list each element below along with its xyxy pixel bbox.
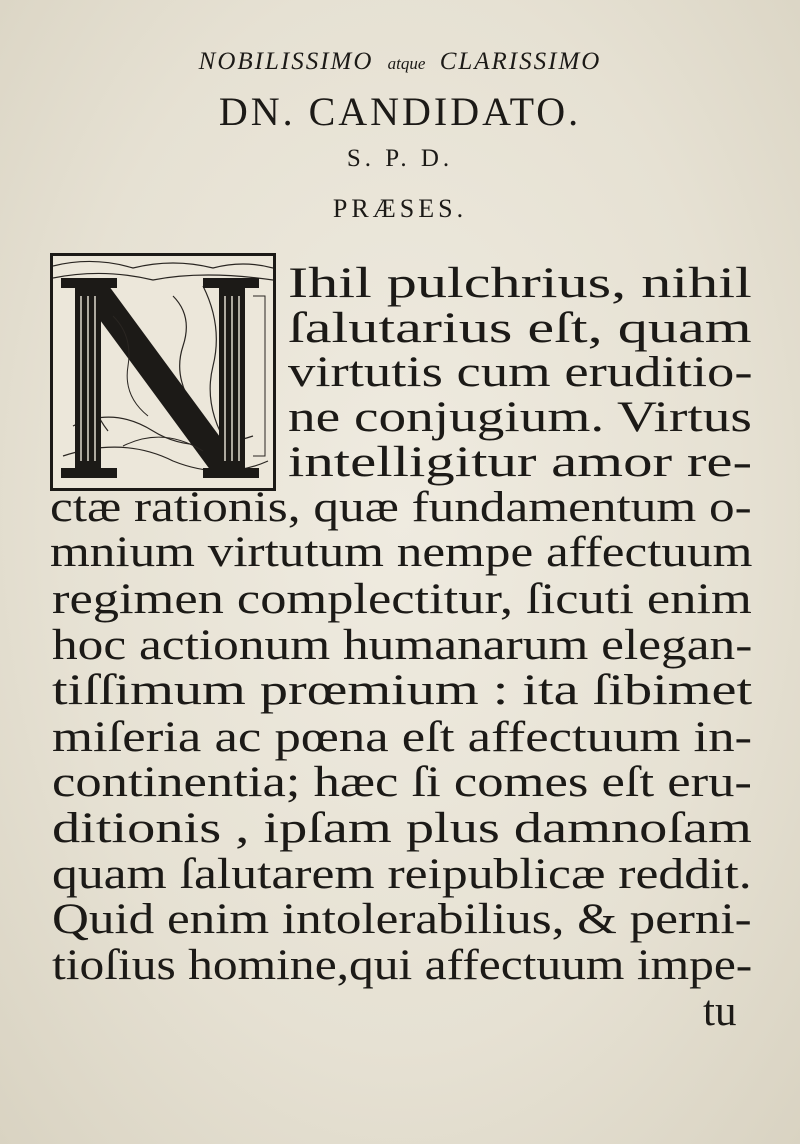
text-line-9: hoc actionum humanarum elegan- (52, 622, 753, 669)
text-line-7: mnium virtutum nempe affectuum (50, 529, 753, 576)
initial-n-illustration (53, 256, 273, 488)
text-line-12: continentia; hæc ſi comes eſt eru- (52, 759, 752, 806)
text-line-14: quam ſalutarem reipublicæ reddit. (52, 851, 752, 898)
text-line-6: ctæ rationis, quæ fundamentum o- (50, 484, 752, 531)
catchword: tu (703, 988, 737, 1035)
decorated-initial-n (50, 253, 276, 491)
dedication-word-1: NOBILISSIMO (198, 48, 374, 75)
text-line-15: Quid enim intolerabilius, & perni- (52, 896, 752, 943)
praeses-heading: PRÆSES. (332, 194, 468, 223)
text-line-2: ſalutarius eſt, quam (288, 305, 752, 352)
dedication-word-2: atque (387, 54, 426, 73)
text-line-1: Ihil pulchrius, nihil (288, 260, 752, 307)
text-line-8: regimen complectitur, ſicuti enim (52, 576, 752, 623)
salutation: S. P. D. (346, 145, 454, 172)
text-line-3: virtutis cum eruditio- (288, 349, 753, 396)
text-line-10: tiſſimum prœmium : ita ſibimet (52, 667, 753, 714)
text-line-5: intelligitur amor re- (288, 439, 753, 486)
dedication-heading (0, 48, 800, 76)
dedication-word-3: CLARISSIMO (439, 48, 602, 75)
text-line-13: ditionis , ipſam plus damnoſam (52, 805, 752, 852)
dedicatee-name: DN. CANDIDATO. (218, 89, 582, 134)
text-line-4: ne conjugium. Virtus (288, 394, 752, 441)
text-line-11: miſeria ac pœna eſt affectuum in- (52, 714, 753, 761)
text-line-16: tioſius homine,qui affectuum impe- (52, 942, 753, 989)
